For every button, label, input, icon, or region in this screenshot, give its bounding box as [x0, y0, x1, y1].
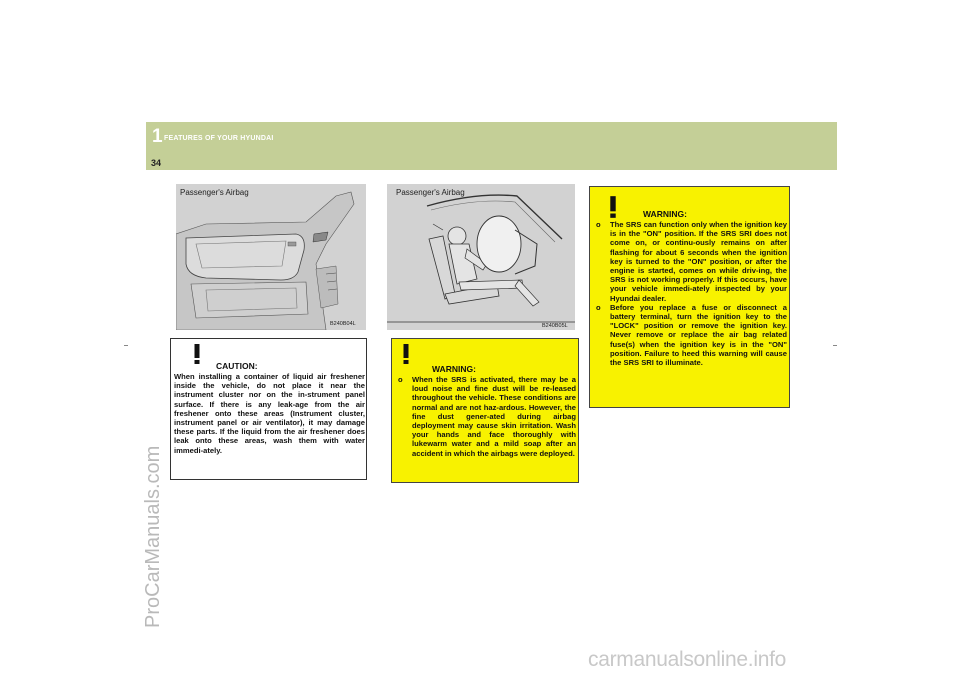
passenger-illustration — [387, 184, 575, 330]
list-item — [596, 220, 787, 303]
warning-right-item-2: Before you replace a fuse or disconnect a battery terminal, turn the ignition key to the "LOCK" position or remove the ignition key. Never remove or replace the air bag related fuse(s) when the ignition key is in the "ON" position. Failure to heed this warning will cause the SRS SRI to illuminate. — [610, 302, 787, 368]
figure-2-label: Passenger's Airbag — [396, 188, 465, 197]
warning-middle-body — [398, 375, 576, 458]
exclamation-icon — [394, 342, 418, 366]
page-number: 34 — [151, 158, 162, 168]
list-item — [398, 375, 576, 458]
figure-2-code: B240B05L — [542, 323, 568, 329]
header-band — [146, 122, 837, 170]
exclamation-icon — [185, 342, 209, 366]
warning-right-body — [596, 220, 787, 367]
exclamation-icon — [600, 194, 626, 220]
list-item — [596, 303, 787, 367]
figure-passenger-airbag — [387, 184, 575, 330]
margin-mark-right — [833, 345, 837, 346]
figure-dashboard-airbag — [176, 184, 366, 330]
chapter-title: FEATURES OF YOUR HYUNDAI — [164, 135, 274, 142]
side-watermark: ProCarManuals.com — [142, 445, 164, 628]
bullet: o — [596, 220, 601, 229]
warning-right-item-1: The SRS can function only when the ignition key is in the "ON" position. If the SRS SRI does not come on, or continu-ously remains on after flashing for about 6 seconds when the ignition key is turned to the "ON" position, or after the engine is started, comes on while driv-ing, the SRS is not working properly. If this occurs, have your vehicle immedi-ately inspected by your Hyundai dealer. — [610, 220, 787, 303]
warning-middle-item-1: When the SRS is activated, there may be a loud noise and fine dust will be re-leased throughout the vehicle. These conditions are normal and are not haz-ardous. However, the fine dust gener-ated during airbag deployment may cause skin irritation. Wash your hands and face thoroughly with lukewarm water and a mild soap after an accident in which the airbags were deployed. — [412, 375, 576, 458]
chapter-number: 1 — [152, 126, 163, 147]
caution-box — [170, 338, 367, 480]
warning-box-right — [589, 186, 790, 408]
warning-right-title: WARNING: — [643, 209, 687, 219]
caution-title: CAUTION: — [216, 361, 258, 371]
bullet: o — [398, 375, 403, 384]
dashboard-illustration — [176, 184, 366, 330]
figure-1-label: Passenger's Airbag — [180, 188, 249, 197]
footer-watermark: carmanualsonline.info — [588, 648, 786, 671]
bullet: o — [596, 302, 601, 312]
warning-middle-title: WARNING: — [432, 364, 476, 374]
warning-box-middle — [391, 338, 579, 483]
figure-1-code: B240B04L — [330, 321, 356, 327]
margin-mark-left — [124, 345, 128, 346]
caution-body: When installing a container of liquid air freshener inside the vehicle, do not place it near the instrument cluster nor on the in-strument panel surface. If there is any leak-age from the air freshener onto these areas (Instrument cluster, instrument panel or air ventilator), it may damage these parts. If the liquid from the air freshener does leak onto these areas, wash them with water immedi-ately. — [174, 372, 365, 455]
